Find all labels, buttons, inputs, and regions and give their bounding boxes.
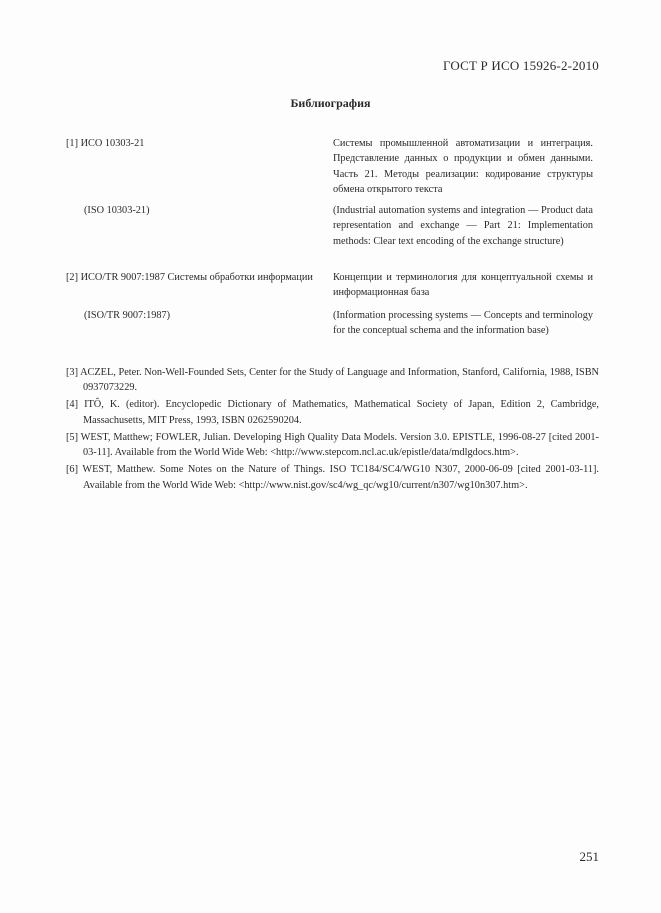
page-number: 251	[579, 849, 599, 864]
bib-entry-1-description: Системы промышленной автоматизации и интеграция. Представление данных о продукции и обмен данными. Часть 21. Методы реализации: кодирование структуры обмена открытого текста	[333, 138, 593, 196]
reference-item-3: [3] ACZEL, Peter. Non-Well-Founded Sets, Center for the Study of Language and Information, Stanford, California, 1988, ISBN 0937073229.	[66, 367, 599, 394]
bib-entry-2-iso-description: (Information processing systems — Concepts and terminology for the conceptual schema and the information base)	[333, 310, 593, 337]
standard-code-header: ГОСТ Р ИСО 15926-2-2010	[442, 58, 599, 73]
bib-entry-2-iso-reference: (ISO/TR 9007:1987)	[84, 310, 171, 321]
reference-item-6: [6] WEST, Matthew. Some Notes on the Nature of Things. ISO TC184/SC4/WG10 N307, 2000-06-09 [cited 2001-03-11]. Available from the World Wide Web: <http://www.nist.gov/sc4/wg_qc/wg10/current/n307/wg10n307.htm>.	[66, 464, 599, 491]
bib-entry-1-iso-description: (Industrial automation systems and integration — Product data representation and exchange — Part 21: Implementation methods: Clear text encoding of the exchange structure)	[333, 205, 593, 247]
bib-entry-2-reference: [2] ИСО/TR 9007:1987 Системы обработки информации	[66, 272, 313, 283]
page-title: Библиография	[290, 96, 371, 110]
reference-item-5: [5] WEST, Matthew; FOWLER, Julian. Developing High Quality Data Models. Version 3.0. EPISTLE, 1996-08-27 [cited 2001-03-11]. Available from the World Wide Web: <http://www.stepcom.ncl.ac.uk/epistle/data/mdlgdocs.htm>.	[66, 431, 599, 459]
bib-entry-2-description: Концепции и терминология для концептуальной схемы и информационная база	[333, 272, 593, 299]
bib-entry-1-iso-reference: (ISO 10303-21)	[84, 205, 150, 216]
bib-entry-1-reference: [1] ИСО 10303-21	[66, 138, 145, 149]
reference-item-4: [4] ITÔ, K. (editor). Encyclopedic Dictionary of Mathematics, Mathematical Society of Japan, Edition 2, Cambridge, Massachusetts, MIT Press, 1993, ISBN 0262590204.	[66, 399, 599, 426]
reference-list	[66, 365, 599, 495]
